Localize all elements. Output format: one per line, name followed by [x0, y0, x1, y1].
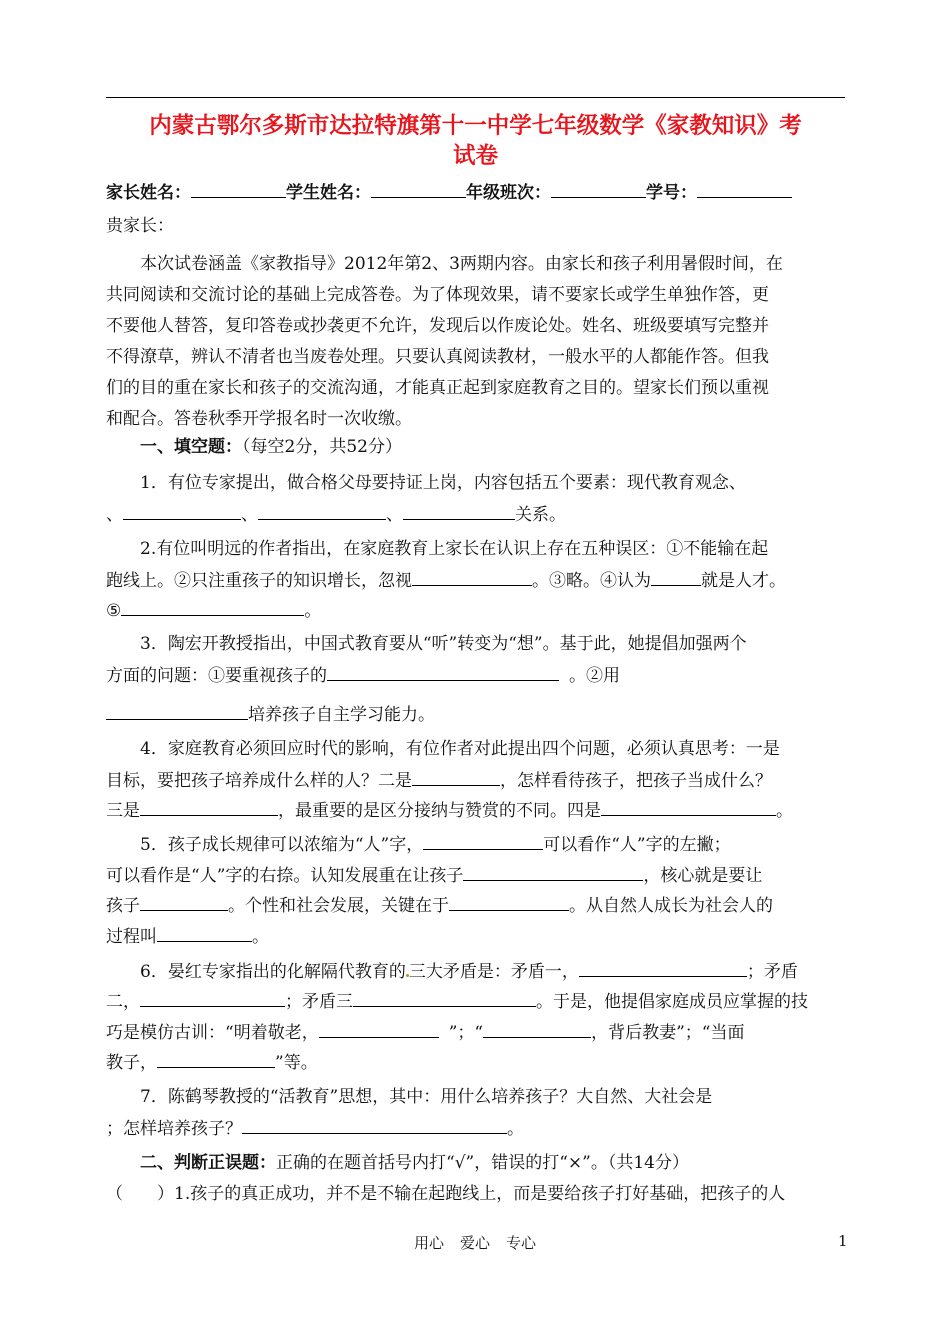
q3-line-1: 3．陶宏开教授指出，中国式教育要从“听”转变为“想”。基于此，她提倡加强两个 — [140, 634, 747, 654]
judge-item-1 — [106, 1183, 866, 1205]
q3-blank-1[interactable] — [327, 664, 559, 681]
footer-motto-2: 爱心 — [459, 1234, 490, 1252]
grade-class-blank[interactable] — [551, 181, 646, 198]
q6-blank-2[interactable] — [140, 990, 285, 1007]
q6-blank-4[interactable] — [319, 1021, 439, 1038]
student-number-label: 学号： — [646, 183, 697, 203]
intro-line-1: 本次试卷涵盖《家教指导》2012年第2、3两期内容。由家长和孩子利用暑假时间，在 — [140, 254, 783, 274]
q2-blank-2[interactable] — [651, 569, 701, 586]
student-number-blank[interactable] — [697, 181, 792, 198]
section1-note: （每空2分，共52分） — [242, 437, 402, 457]
q3-line-3: 培养孩子自主学习能力。 — [106, 703, 866, 726]
section2-title-a: 二、判 — [140, 1153, 191, 1173]
q2-line-2: 跑线上。②只注重孩子的知识增长，忽视 。③略。④认为 就是人才。 — [106, 571, 786, 591]
header-rule — [106, 97, 845, 98]
intro-line-6: 和配合。答卷秋季开学报名时一次收缴。 — [106, 409, 412, 429]
section2-instructions: 正确的在题首括号内打“√”，错误的打“×”。（共14分） — [276, 1153, 689, 1173]
q2-blank-3[interactable] — [121, 599, 304, 616]
student-name-label: 学生姓名： — [286, 183, 371, 203]
q4-blank-3[interactable] — [601, 799, 776, 816]
q5-blank-1[interactable] — [423, 833, 543, 850]
info-line — [106, 181, 866, 204]
intro-line-2: 共同阅读和交流讨论的基础上完成答卷。为了体现效果，请不要家长或学生单独作答，更 — [106, 285, 769, 305]
section2-title-b: 断正误题： — [191, 1153, 276, 1173]
q4-line-2: 目标，要把孩子培养成什么样的人？二是 ，怎样看待孩子，把孩子当成什么？ — [106, 771, 772, 791]
q4-blank-1[interactable] — [412, 769, 500, 786]
section1-heading — [140, 436, 900, 458]
title-line-1: 内蒙古鄂尔多斯市达拉特旗第十一中学七年级数学《家教知识》考 — [149, 113, 802, 139]
q7-blank-1[interactable] — [242, 1117, 507, 1134]
intro-line-4: 不得潦草，辨认不清者也当废卷处理。只要认真阅读教材，一般水平的人都能作答。但我 — [106, 347, 769, 367]
q6-line-2: 二， ；矛盾三 。于是，他提倡家庭成员应掌握的技 — [106, 992, 808, 1012]
q1-blank-1[interactable] — [123, 503, 241, 520]
parent-name-blank[interactable] — [191, 181, 286, 198]
q5-blank-3[interactable] — [140, 894, 228, 911]
q5-line-4: 过程叫 。 — [106, 927, 269, 947]
q6-blank-5[interactable] — [483, 1021, 591, 1038]
q1-line-1: 1．有位专家提出，做合格父母要持证上岗，内容包括五个要素：现代教育观念、 — [140, 473, 746, 493]
q4-line-1: 4．家庭教育必须回应时代的影响，有位作者对此提出四个问题，必须认真思考：一是 — [140, 739, 780, 759]
q2-blank-1[interactable] — [412, 569, 532, 586]
q5-line-2: 可以看作是“人”字的右捺。认知发展重在让孩子 ，核心就是要让 — [106, 866, 763, 886]
intro-line-5: 们的目的重在家长和孩子的交流沟通，才能真正起到家庭教育之目的。望家长们预以重视 — [106, 378, 769, 398]
q7-line-1: 7．陈鹤琴教授的“活教育”思想，其中：用什么培养孩子？大自然、大社会是 — [140, 1087, 713, 1107]
page-number: 1 — [838, 1232, 848, 1250]
q4-line-3: 三是 ，最重要的是区分接纳与赞赏的不同。四是 。 — [106, 801, 793, 821]
q1-line-2: 、 、 、 关系。 — [106, 505, 566, 525]
q5-blank-4[interactable] — [449, 894, 569, 911]
title-line-2: 试卷 — [452, 143, 498, 169]
footer-motto-3: 专心 — [506, 1234, 537, 1252]
judge-item-1-text: 1.孩子的真正成功，并不是不输在起跑线上，而是要给孩子打好基础，把孩子的人 — [174, 1184, 786, 1204]
q5-blank-5[interactable] — [157, 925, 252, 942]
footer-motto-1: 用心 — [413, 1234, 444, 1252]
q6-line-3: 巧是模仿古训：“明着敬老， ”；“ ，背后教妻”；“当面 — [106, 1023, 745, 1043]
q5-line-1: 5．孩子成长规律可以浓缩为“人”字， 可以看作“人”字的左撇； — [140, 835, 731, 855]
grade-class-label: 年级班次： — [466, 183, 551, 203]
q4-blank-2[interactable] — [140, 799, 278, 816]
q6-blank-3[interactable] — [353, 990, 536, 1007]
q6-blank-1[interactable] — [579, 960, 747, 977]
q7-line-2: ；怎样培养孩子？ 。 — [106, 1119, 524, 1139]
q1-blank-3[interactable] — [403, 503, 515, 520]
judge-answer-paren[interactable]: （ ） — [106, 1184, 174, 1204]
q1-blank-2[interactable] — [258, 503, 386, 520]
footer — [0, 1232, 950, 1253]
q6-line-1: 6．晏红专家指出的化解隔代教育的 三大矛盾是：矛盾一， ；矛盾 — [140, 962, 798, 982]
q3-blank-2[interactable] — [106, 703, 248, 720]
q6-blank-6[interactable] — [157, 1051, 275, 1068]
parent-name-label: 家长姓名： — [106, 183, 191, 203]
greeting: 贵家长： — [106, 216, 174, 236]
section2-heading — [140, 1152, 900, 1174]
q6-line-4: 教子， ”等。 — [106, 1053, 318, 1073]
q5-blank-2[interactable] — [463, 864, 643, 881]
intro-line-3: 不要他人替答，复印答卷或抄袭更不允许，发现后以作废论处。姓名、班级要填写完整并 — [106, 316, 769, 336]
q2-line-1: 2.有位叫明远的作者指出，在家庭教育上家长在认识上存在五种误区：①不能输在起 — [140, 539, 769, 559]
q2-line-3: ⑤ 。 — [106, 601, 322, 621]
section1-title: 一、填空题： — [140, 437, 242, 457]
q3-line-2: 方面的问题：①要重视孩子的 。②用 — [106, 666, 620, 686]
q5-line-3: 孩子 。个性和社会发展，关键在于 。从自然人成长为社会人的 — [106, 896, 773, 916]
student-name-blank[interactable] — [371, 181, 466, 198]
